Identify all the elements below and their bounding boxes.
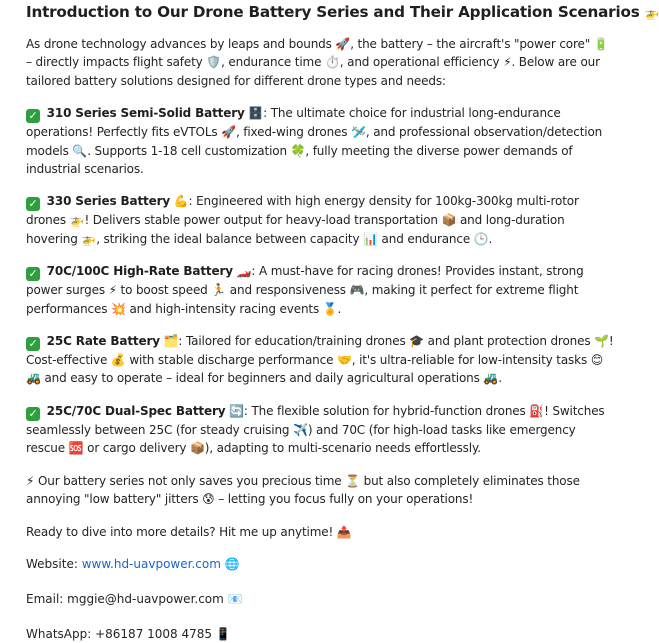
check-icon: ✓	[26, 109, 40, 123]
farm-icon: 🚜	[26, 371, 41, 386]
intro-text-4: , endurance time	[221, 55, 322, 70]
high-rate-name: 70C/100C High-Rate Battery	[46, 264, 233, 279]
intro-paragraph	[26, 35, 616, 90]
airplane-icon: ✈️	[293, 422, 308, 437]
high-rate-text-1: : A must-have for racing drones! Provides instant, strong power surges	[26, 264, 584, 298]
series-310-text-2: , fixed-wing drones	[235, 125, 348, 140]
closing-text-3: – letting you focus fully on your operations!	[214, 492, 474, 507]
rocket-icon: 🚀	[221, 125, 236, 140]
email-address: mggie@hd-uavpower.com	[67, 591, 224, 606]
check-icon: ✓	[26, 267, 40, 281]
dual-spec-name: 25C/70C Dual-Spec Battery	[46, 403, 226, 418]
series-330-text-4: , striking the ideal balance between capacity	[96, 231, 360, 246]
website-link[interactable]: www.hd-uavpower.com	[81, 556, 221, 571]
series-330-text-3: and long-duration hovering	[26, 213, 565, 246]
chart-icon: 📊	[363, 231, 378, 246]
high-rate-text-6: .	[337, 301, 342, 316]
envelope-icon: 📧	[227, 591, 243, 606]
rate-25c-text-3: ! Cost-effective	[26, 334, 614, 368]
gamepad-icon: 🎮	[349, 283, 365, 298]
anxious-face-icon: 😰	[202, 492, 215, 507]
high-rate-text-2: to boost speed	[116, 283, 208, 298]
whatsapp-label: WhatsApp:	[26, 626, 96, 641]
airplane-icon: 🛩️	[351, 125, 366, 140]
check-icon: ✓	[26, 407, 40, 421]
sos-icon: 🆘	[68, 441, 84, 456]
page-title	[26, 1, 659, 23]
high-rate-text-4: , making it perfect for extreme flight performances	[26, 283, 579, 316]
series-330-text-6: .	[488, 231, 493, 246]
closing-text-1: Our battery series not only saves you precious time	[34, 473, 342, 488]
whatsapp-number: +86187 1008 4785	[95, 626, 213, 641]
whatsapp-line	[26, 625, 616, 643]
battery-icon: 🔋	[593, 37, 609, 51]
series-310-paragraph	[26, 104, 616, 178]
dual-spec-text-2: ! Switches seamlessly between 25C (for steady cruising	[26, 403, 605, 437]
series-330-name: 330 Series Battery	[46, 194, 171, 209]
rate-25c-text-6: and easy to operate – ideal for beginners and daily agricultural operations	[40, 371, 480, 386]
runner-icon: 🏃	[211, 283, 227, 298]
closing-paragraph	[26, 472, 616, 509]
intro-text-3: – directly impacts flight safety	[26, 55, 203, 70]
rate-25c-paragraph	[26, 332, 616, 388]
rate-25c-text-7: .	[498, 371, 502, 386]
box-icon: 📦	[189, 441, 205, 456]
email-line	[26, 590, 616, 608]
phone-icon: 📱	[215, 626, 231, 641]
series-310-text-4: . Supports 1-18 cell customization	[87, 143, 287, 158]
sparkle-icon: 💥	[110, 301, 126, 316]
title-text: Introduction to Our Drone Battery Series and Their Application Scenarios	[26, 3, 640, 21]
series-310-name: 310 Series Semi-Solid Battery	[46, 106, 245, 121]
rate-25c-text-1: : Tailored for education/training drones	[178, 334, 406, 349]
rate-25c-text-4: with stable discharge performance	[125, 353, 334, 368]
series-310-text-5: , fully meeting the diverse power demands of industrial scenarios.	[26, 143, 573, 177]
rate-25c-text-2: and plant protection drones	[424, 334, 591, 349]
intro-text-1: As drone technology advances by leaps and bounds	[26, 37, 332, 51]
shield-icon: 🛡️	[206, 55, 222, 70]
stack-icon: 🗄️	[248, 106, 264, 121]
dual-spec-paragraph	[26, 402, 616, 458]
cycle-icon: 🔄	[229, 403, 244, 418]
rate-25c-text-5: , it's ultra-reliable for low-intensity tasks	[351, 353, 588, 368]
check-icon: ✓	[26, 337, 40, 351]
series-330-text-2: ! Delivers stable power output for heavy-load transportation	[84, 213, 438, 228]
hover-icon: 🚁	[81, 231, 97, 246]
magnifier-icon: 🔍	[72, 143, 88, 158]
website-label: Website:	[26, 556, 82, 571]
smile-icon: 😊	[590, 353, 604, 368]
clock-icon: 🕒	[473, 231, 489, 246]
muscle-icon: 💪	[173, 194, 189, 209]
hourglass-icon: ⏳	[345, 473, 360, 488]
high-rate-paragraph	[26, 262, 616, 318]
website-line	[26, 555, 616, 573]
cta-text: Ready to dive into more details? Hit me up anytime!	[26, 524, 334, 539]
dual-spec-text-4: or cargo delivery	[83, 441, 187, 456]
series-310-text-1: : The ultimate choice for industrial long-endurance operations! Perfectly fits eVTOLs	[26, 106, 561, 140]
racecar-icon: 🏎️	[236, 264, 252, 279]
email-label: Email:	[26, 591, 68, 606]
graduation-cap-icon: 🎓	[409, 334, 425, 349]
bolt-icon: ⚡	[108, 283, 117, 298]
cta-paragraph	[26, 523, 616, 541]
intro-text-2: , the battery – the aircraft's "power core"	[350, 37, 591, 51]
high-rate-text-5: and high-intensity racing events	[125, 301, 320, 316]
intro-text-5: , and operational efficiency	[339, 55, 500, 70]
high-rate-text-3: and responsiveness	[226, 283, 346, 298]
medal-icon: 🏅	[322, 301, 338, 316]
plant-icon: 🌱	[594, 334, 609, 349]
money-bag-icon: 💰	[110, 353, 126, 368]
outbox-icon: 📤	[336, 524, 352, 539]
dual-spec-text-1: : The flexible solution for hybrid-function drones	[243, 403, 526, 418]
series-310-text-3: , and professional observation/detection models	[26, 125, 603, 158]
tractor-icon: 🚜	[483, 371, 499, 386]
intro-text-6: . Below are our tailored battery solutions designed for different drone types and needs:	[26, 55, 600, 88]
rocket-icon: 🚀	[335, 37, 351, 51]
series-330-text-1: : Engineered with high energy density for 100kg-300kg multi-rotor drones	[26, 194, 579, 228]
dual-spec-text-3: ) and 70C (for high-load tasks like emergency rescue	[26, 422, 576, 456]
package-icon: 📦	[441, 213, 457, 228]
series-330-text-5: and endurance	[377, 231, 471, 246]
cards-icon: 🗂️	[163, 334, 179, 349]
stopwatch-icon: ⏱️	[324, 55, 340, 70]
fuel-icon: ⛽	[529, 403, 545, 418]
globe-icon: 🌐	[224, 556, 240, 571]
drone-icon: 🚁	[69, 213, 85, 228]
clover-icon: 🍀	[290, 143, 306, 158]
bolt-icon: ⚡	[503, 55, 512, 70]
check-icon: ✓	[26, 197, 40, 211]
drone-icon: 🚁	[644, 6, 659, 20]
series-330-paragraph	[26, 192, 616, 248]
closing-text-2: but also completely eliminates those annoying "low battery" jitters	[26, 473, 580, 507]
bolt-icon: ⚡	[26, 473, 35, 488]
handshake-icon: 🤝	[337, 353, 352, 368]
dual-spec-text-5: ), adapting to multi-scenario needs effortlessly.	[204, 441, 481, 456]
rate-25c-name: 25C Rate Battery	[46, 334, 160, 349]
